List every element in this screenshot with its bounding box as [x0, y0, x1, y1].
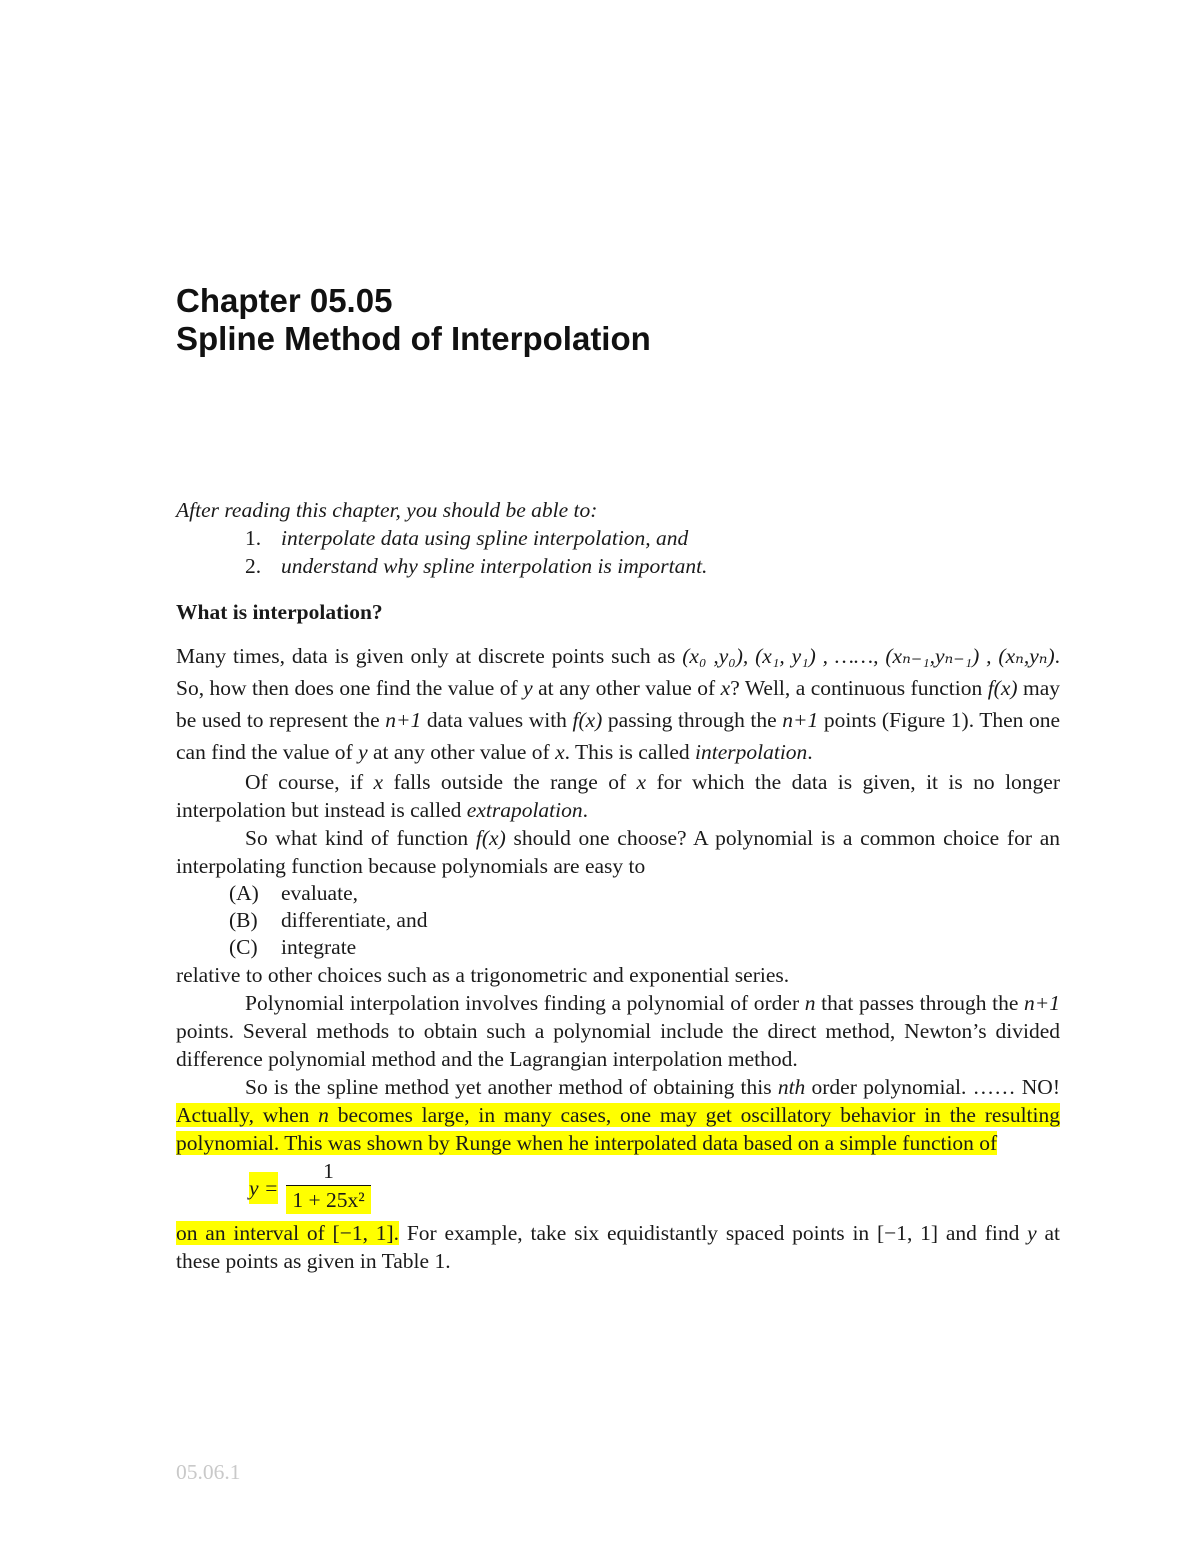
runge-formula — [249, 1157, 1060, 1219]
term-interpolation: interpolation — [695, 740, 808, 764]
list-item: (A) evaluate, — [229, 881, 358, 905]
paragraph-choice: So what kind of function f(x) should one choose? A polynomial is a common choice for an interpolating function because polynomials are easy to — [176, 826, 1061, 878]
page-number: 05.06.1 — [176, 1460, 241, 1484]
paragraph-interpolation: Many times, data is given only at discrete points such as (x₀ ,y₀), (x₁, y₁) , ……, (xₙ₋₁,yₙ₋₁) , (xₙ,yₙ). So, how then does one find the value of y at any other value of x? Well, a continuous function f(x) may be used to represent the n+1 data values with f(x) passing through the n+1 points (Figure 1). Then one can find the value of y at any other value of x. This is called interpolation. — [176, 644, 1061, 764]
paragraph-after-list: relative to other choices such as a trigonometric and exponential series. — [176, 963, 790, 987]
list-item: (C) integrate — [229, 935, 357, 959]
math-point-last: (xₙ,yₙ) — [998, 644, 1055, 668]
learning-objectives — [176, 496, 1060, 580]
objective-item — [176, 524, 1060, 552]
formula-lhs: y = — [249, 1172, 278, 1204]
objective-item — [176, 552, 1060, 580]
objective-text: understand why spline interpolation is important. — [281, 554, 708, 578]
list-item: (B) differentiate, and — [229, 908, 428, 932]
term-extrapolation: extrapolation — [466, 798, 583, 822]
paragraph-interval: on an interval of [−1, 1]. For example, take six equidistantly spaced points in [−1, 1] and find y at these points as given in Table 1. — [176, 1221, 1061, 1273]
section-heading: What is interpolation? — [176, 600, 383, 624]
objective-number: 1. — [245, 526, 262, 550]
paragraph-runge: So is the spline method yet another method of obtaining this nth order polynomial. …… NO! Actually, when n becomes large, in many cases, one may get oscillatory behavior in the resulting polynomial. This was shown by Runge when he interpolated data based on a simple function of — [176, 1075, 1060, 1155]
highlight-text: Actually, when — [176, 1103, 310, 1127]
chapter-title — [176, 282, 651, 358]
paragraph-extrapolation: Of course, if x falls outside the range of x for which the data is given, it is no longer interpolation but instead is called extrapolation. — [176, 770, 1061, 822]
formula-denominator: 1 + 25x² — [286, 1186, 371, 1214]
objective-number: 2. — [245, 554, 262, 578]
chapter-number: Chapter 05.05 — [176, 282, 393, 319]
paragraph-polynomial: Polynomial interpolation involves finding a polynomial of order n that passes through the n+1 points. Several methods to obtain such a polynomial include the direct method, Newton’s divided difference polynomial method and the Lagrangian interpolation method. — [176, 991, 1061, 1071]
formula-numerator: 1 — [286, 1157, 371, 1186]
objective-text: interpolate data using spline interpolation, and — [281, 526, 689, 550]
body-text — [176, 640, 1060, 1275]
highlight-text: becomes large, in many cases, one may get oscillatory behavior in the resulting polynomial. This was shown by Runge when he interpolated data based on a simple function of — [176, 1103, 1060, 1155]
chapter-name: Spline Method of Interpolation — [176, 320, 651, 357]
objectives-list — [176, 524, 1060, 580]
objectives-intro: After reading this chapter, you should be able to: — [176, 498, 598, 522]
math-points: (x₀ ,y₀), (x₁, y₁) , ……, (xₙ₋₁,yₙ₋₁) , — [682, 644, 992, 668]
highlight-text: on an interval of [−1, 1]. — [176, 1221, 400, 1245]
ease-list — [176, 880, 1060, 961]
formula-fraction — [286, 1157, 371, 1214]
